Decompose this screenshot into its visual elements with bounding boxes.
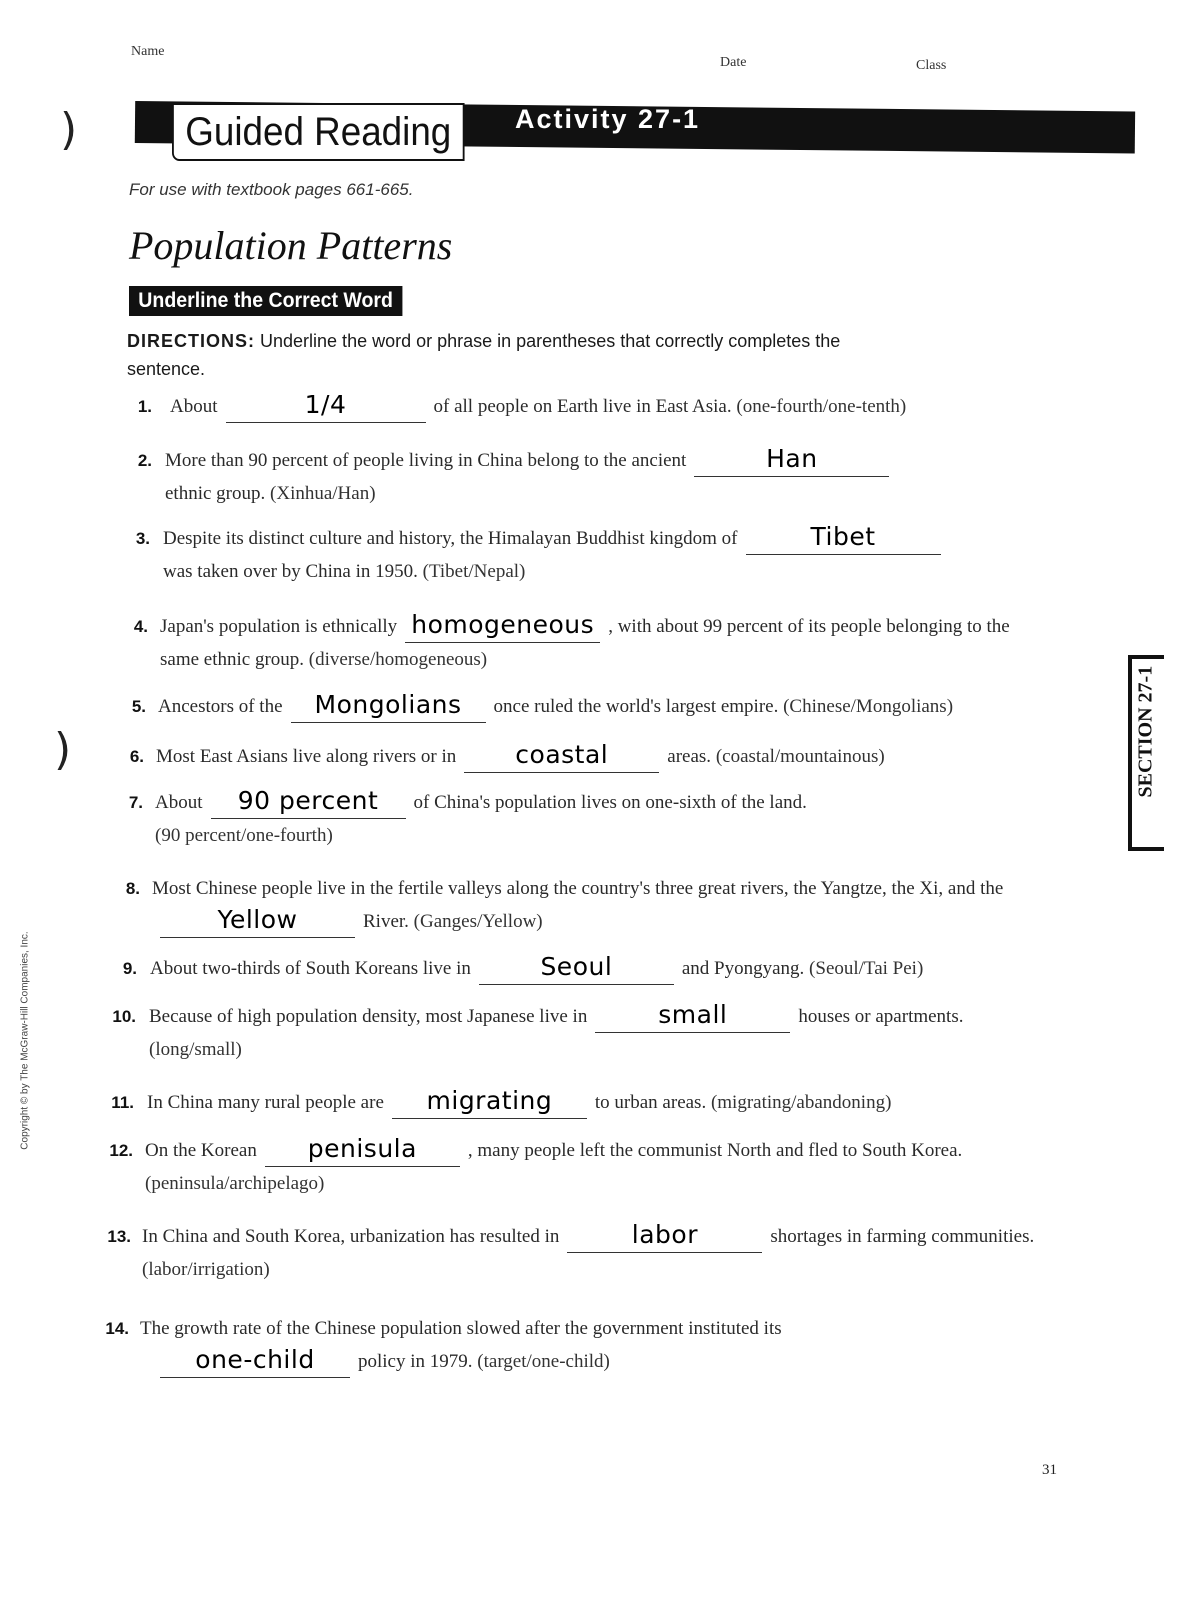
answer-blank[interactable] bbox=[291, 690, 486, 723]
question-text: About bbox=[170, 396, 218, 417]
question-text: Japan's population is ethnically bbox=[160, 616, 398, 637]
copyright-notice: Copyright © by The McGraw-Hill Companies, Inc. bbox=[19, 931, 31, 1150]
answer-blank[interactable] bbox=[567, 1220, 762, 1253]
answer-options: (target/one-child) bbox=[477, 1351, 610, 1372]
question-text: Ancestors of the bbox=[158, 696, 283, 717]
question-text: More than 90 percent of people living in China belong to the ancient bbox=[165, 450, 687, 471]
handwritten-answer: coastal bbox=[515, 740, 609, 769]
handwritten-answer: Seoul bbox=[540, 952, 613, 981]
answer-options: (long/small) bbox=[149, 1039, 242, 1060]
question-text: shortages in farming communities. bbox=[770, 1226, 1035, 1247]
answer-blank[interactable] bbox=[160, 1345, 350, 1378]
question-text: In China and South Korea, urbanization has resulted in bbox=[142, 1226, 560, 1247]
question-text: River. bbox=[363, 911, 409, 932]
question-text: Most East Asians live along rivers or in bbox=[156, 746, 457, 767]
handwritten-answer: migrating bbox=[426, 1086, 553, 1115]
answer-blank[interactable] bbox=[392, 1086, 587, 1119]
question-text: of China's population lives on one-sixth of the land. bbox=[413, 792, 807, 813]
question-number: 5. bbox=[131, 697, 146, 716]
question-text: and Pyongyang. bbox=[681, 958, 805, 979]
answer-options: (90 percent/one-fourth) bbox=[155, 825, 333, 846]
textbook-pages-note: For use with textbook pages 661-665. bbox=[129, 180, 414, 199]
handwritten-answer: one-child bbox=[195, 1345, 315, 1374]
handwritten-answer: Yellow bbox=[217, 905, 298, 934]
guided-reading-label: Guided Reading bbox=[172, 103, 465, 161]
answer-options: (peninsula/archipelago) bbox=[145, 1173, 325, 1194]
answer-blank[interactable] bbox=[226, 390, 426, 423]
question-text: About two-thirds of South Koreans live in bbox=[150, 958, 471, 979]
question-number: 1. bbox=[137, 397, 152, 416]
name-label: Name bbox=[131, 44, 165, 59]
question-number: 6. bbox=[129, 747, 144, 766]
question-text: About bbox=[155, 792, 203, 813]
answer-blank[interactable] bbox=[479, 952, 674, 985]
answer-blank[interactable] bbox=[160, 905, 355, 938]
question-text: areas. bbox=[667, 746, 712, 767]
answer-blank[interactable] bbox=[464, 740, 659, 773]
question-text: Despite its distinct culture and history, the Himalayan Buddhist kingdom of bbox=[163, 528, 738, 549]
handwritten-answer: labor bbox=[631, 1220, 698, 1249]
question-number: 12. bbox=[109, 1141, 133, 1160]
answer-options: (one-fourth/one-tenth) bbox=[736, 396, 907, 417]
question-text: policy in 1979. bbox=[358, 1351, 473, 1372]
question-text: Most Chinese people live in the fertile valleys along the country's three great rivers, the Yangtze, the Xi, and the bbox=[152, 878, 1004, 899]
answer-options: (Ganges/Yellow) bbox=[413, 911, 543, 932]
binder-hole-top: ) bbox=[60, 104, 78, 155]
question-number: 7. bbox=[128, 793, 143, 812]
directions-text: Underline the word or phrase in parentheses that correctly completes the sentence. bbox=[127, 331, 841, 379]
question-text: once ruled the world's largest empire. bbox=[493, 696, 779, 717]
directions bbox=[127, 327, 867, 383]
question-text: to urban areas. bbox=[594, 1092, 707, 1113]
question-number: 11. bbox=[111, 1093, 134, 1112]
question-text: Because of high population density, most Japanese live in bbox=[149, 1006, 588, 1027]
question-number: 3. bbox=[135, 529, 150, 548]
question-number: 8. bbox=[125, 879, 140, 898]
section-tab-label: SECTION 27-1 bbox=[1134, 665, 1157, 798]
answer-options: (diverse/homogeneous) bbox=[308, 649, 488, 670]
question-number: 9. bbox=[122, 959, 137, 978]
answer-blank[interactable] bbox=[211, 786, 406, 819]
answer-options: (labor/irrigation) bbox=[142, 1259, 270, 1280]
answer-blank[interactable] bbox=[405, 610, 600, 643]
binder-hole-middle: ) bbox=[54, 724, 72, 775]
answer-options: (Seoul/Tai Pei) bbox=[809, 958, 924, 979]
class-label: Class bbox=[916, 58, 947, 73]
question-text: , with about 99 percent of its people belonging to the same ethnic group. bbox=[160, 616, 1010, 670]
handwritten-answer: Tibet bbox=[810, 522, 876, 551]
question-text: houses or apartments. bbox=[798, 1006, 964, 1027]
handwritten-answer: Mongolians bbox=[314, 690, 462, 719]
answer-options: (migrating/abandoning) bbox=[710, 1092, 892, 1113]
page-title: Population Patterns bbox=[129, 223, 453, 268]
handwritten-answer: small bbox=[658, 1000, 728, 1029]
question-text: In China many rural people are bbox=[147, 1092, 384, 1113]
activity-label: Activity 27-1 bbox=[515, 104, 701, 134]
question-number: 14. bbox=[105, 1319, 129, 1338]
question-text: , many people left the communist North and fled to South Korea. bbox=[467, 1140, 963, 1161]
question-text: The growth rate of the Chinese population slowed after the government instituted its bbox=[140, 1318, 782, 1339]
handwritten-answer: Han bbox=[766, 444, 818, 473]
answer-blank[interactable] bbox=[595, 1000, 790, 1033]
directions-label: DIRECTIONS: bbox=[127, 331, 255, 351]
answer-blank[interactable] bbox=[265, 1134, 460, 1167]
handwritten-answer: 90 percent bbox=[237, 786, 379, 815]
handwritten-answer: homogeneous bbox=[411, 610, 595, 639]
question-number: 13. bbox=[107, 1227, 131, 1246]
section-subhead: Underline the Correct Word bbox=[129, 286, 402, 316]
answer-options: (Tibet/Nepal) bbox=[422, 561, 526, 582]
question-number: 4. bbox=[133, 617, 148, 636]
question-text: of all people on Earth live in East Asia. bbox=[433, 396, 732, 417]
handwritten-answer: 1/4 bbox=[304, 390, 347, 419]
question-text: ethnic group. bbox=[165, 483, 266, 504]
answer-options: (Xinhua/Han) bbox=[270, 483, 376, 504]
handwritten-answer: penisula bbox=[307, 1134, 417, 1163]
page-number: 31 bbox=[1042, 1462, 1057, 1478]
answer-blank[interactable] bbox=[746, 522, 941, 555]
question-number: 2. bbox=[137, 451, 152, 470]
answer-options: (Chinese/Mongolians) bbox=[783, 696, 954, 717]
question-text: was taken over by China in 1950. bbox=[163, 561, 418, 582]
answer-blank[interactable] bbox=[694, 444, 889, 477]
answer-options: (coastal/mountainous) bbox=[715, 746, 885, 767]
date-label: Date bbox=[720, 55, 747, 70]
question-text: On the Korean bbox=[145, 1140, 257, 1161]
question-number: 10. bbox=[112, 1007, 136, 1026]
